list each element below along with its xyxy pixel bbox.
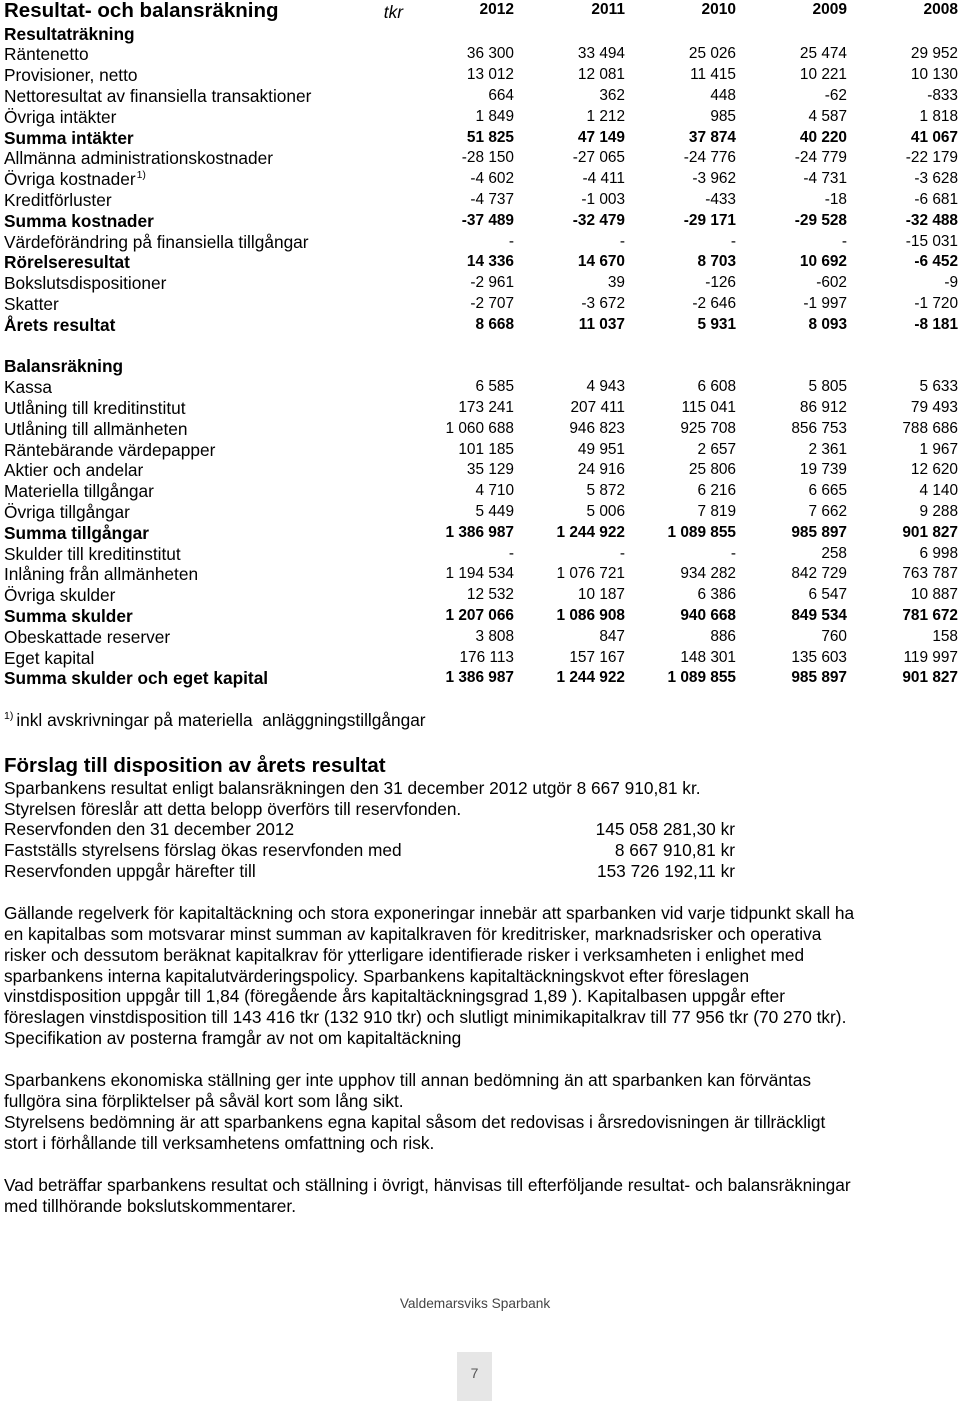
row-label-cell (4, 627, 403, 648)
value-2008: -9 (944, 274, 958, 292)
value-2012: 4 710 (475, 482, 514, 500)
value-2010: 940 668 (680, 606, 736, 624)
value-2012: -2 961 (470, 274, 514, 292)
paragraph-line: sparbankens interna kapitalutvärderingspolicy. Sparbankens kapitaltäckningskvot efter föreslagen (4, 965, 750, 986)
row-label-cell (4, 128, 403, 149)
paragraph-line: en kapitalbas som motsvarar minst summan av kapitalkraven för kreditrisker, marknadsrisker och operativa (4, 924, 822, 945)
value-2008: 12 620 (910, 461, 958, 479)
row-label: Provisioner, netto (4, 65, 138, 86)
value-2009: 40 220 (799, 128, 847, 146)
value-2011: -4 411 (582, 170, 625, 188)
table-row (0, 585, 960, 606)
value-2010: 448 (710, 86, 736, 104)
value-2010: 5 931 (697, 315, 736, 333)
value-2011: 1 076 721 (556, 565, 625, 583)
value-2012: 664 (488, 86, 514, 104)
disposition-item-label: Reservfonden uppgår härefter till (4, 861, 256, 882)
table-title-cell (4, 0, 403, 24)
value-2009: 10 692 (799, 253, 847, 271)
value-2011: 157 167 (569, 648, 625, 666)
row-label-cell (4, 377, 403, 398)
value-2011: 847 (599, 627, 625, 645)
value-2012: 101 185 (458, 440, 514, 458)
table-row (0, 169, 960, 190)
paragraph-line: fullgöra sina förpliktelser på såväl kort som lång sikt. (4, 1091, 404, 1112)
table-row (0, 440, 960, 461)
disposition-item (0, 819, 735, 840)
value-2009: 985 897 (791, 669, 847, 687)
value-2008: 10 130 (910, 66, 958, 84)
paragraph-line: Sparbankens ekonomiska ställning ger inte upphov till annan bedömning än att sparbanken kan förväntas (4, 1070, 811, 1091)
paragraph-line: med tillhörande bokslutskommentarer. (4, 1195, 297, 1216)
year-header-2009: 2009 (812, 1, 847, 18)
value-2012: 6 585 (475, 378, 514, 396)
row-label: Räntenetto (4, 44, 89, 65)
table-row (0, 502, 960, 523)
row-label: Utlåning till kreditinstitut (4, 397, 186, 418)
row-label: Summa skulder (4, 605, 133, 626)
value-2009: 5 805 (808, 378, 847, 396)
value-2011: -32 479 (572, 211, 625, 229)
value-2010: 1 089 855 (667, 523, 736, 541)
value-2012: 51 825 (466, 128, 514, 146)
value-2008: 41 067 (910, 128, 958, 146)
value-2008: 4 140 (919, 482, 958, 500)
value-2011: 946 823 (569, 419, 625, 437)
paragraph-line: stort i förhållande till verksamhetens omfattning och risk. (4, 1132, 435, 1153)
value-2012: - (508, 232, 514, 250)
table-row (0, 44, 960, 65)
value-2009: - (841, 232, 847, 250)
row-label: Övriga tillgångar (4, 501, 130, 522)
value-2012: 5 449 (475, 502, 514, 520)
value-2010: 2 657 (697, 440, 736, 458)
disposition-item (0, 840, 735, 861)
row-label-cell (4, 460, 403, 481)
row-label: Nettoresultat av finansiella transaktioner (4, 85, 312, 106)
disposition-intro-line: Styrelsen föreslår att detta belopp överförs till reservfonden. (4, 798, 462, 819)
page-number-box (457, 1352, 492, 1401)
row-label: Eget kapital (4, 647, 95, 668)
value-2008: -1 720 (914, 294, 958, 312)
row-label: Övriga skulder (4, 585, 116, 606)
row-label-cell (4, 190, 403, 211)
value-2010: -2 646 (692, 294, 736, 312)
value-2008: 1 818 (919, 107, 958, 125)
value-2010: -126 (705, 274, 736, 292)
summary-row (0, 128, 960, 149)
value-2010: 6 216 (697, 482, 736, 500)
value-2009: 25 474 (799, 45, 847, 63)
row-label: Inlåning från allmänheten (4, 564, 199, 585)
value-2009: -62 (824, 86, 847, 104)
value-2011: -1 003 (581, 190, 625, 208)
value-2010: 11 415 (690, 66, 736, 84)
value-2012: -2 707 (470, 294, 514, 312)
value-2010: 115 041 (681, 398, 736, 416)
value-2012: 35 129 (466, 461, 514, 479)
row-label: Materiella tillgångar (4, 481, 154, 502)
value-2010: 25 806 (688, 461, 736, 479)
disposition-item-amount: 8 667 910,81 kr (614, 840, 735, 861)
value-2012: 1 060 688 (445, 419, 514, 437)
value-2012: 36 300 (466, 45, 514, 63)
row-label: Bokslutsdispositioner (4, 273, 167, 294)
value-2011: 10 187 (577, 586, 625, 604)
value-2009: 760 (821, 627, 847, 645)
row-label-cell (4, 315, 403, 336)
value-2008: -833 (927, 86, 958, 104)
row-label: Utlåning till allmänheten (4, 418, 188, 439)
value-2010: 6 386 (697, 586, 736, 604)
table-row (0, 460, 960, 481)
value-2009: 849 534 (791, 606, 847, 624)
row-label-cell (4, 211, 403, 232)
value-2011: - (619, 544, 625, 562)
year-header-2012: 2012 (479, 1, 514, 18)
value-2009: -18 (824, 190, 847, 208)
value-2010: -24 776 (683, 149, 736, 167)
section-balance-sheet (0, 356, 960, 689)
table-row (0, 627, 960, 648)
summary-row (0, 211, 960, 232)
value-2010: -29 171 (683, 211, 736, 229)
value-2009: 258 (821, 544, 847, 562)
row-label-cell (4, 398, 403, 419)
footnote-mark: 1) (4, 710, 14, 723)
value-2009: 86 912 (799, 398, 847, 416)
value-2011: 24 916 (577, 461, 625, 479)
disposition-item-amount: 153 726 192,11 kr (596, 861, 735, 882)
value-2009: 6 665 (808, 482, 847, 500)
paragraph (0, 903, 960, 1049)
value-2008: 79 493 (910, 398, 958, 416)
value-2010: - (730, 232, 736, 250)
value-2011: 4 943 (586, 378, 625, 396)
value-2009: 8 093 (808, 315, 847, 333)
row-label: Obeskattade reserver (4, 626, 171, 647)
value-2008: 158 (932, 627, 958, 645)
paragraph (0, 1175, 960, 1217)
paragraph (0, 1070, 960, 1153)
disposition-item (0, 861, 735, 882)
paragraph-line: Specifikation av posterna framgår av not om kapitaltäckning (4, 1028, 462, 1049)
value-2011: 1 212 (586, 107, 625, 125)
value-2011: 207 411 (570, 398, 625, 416)
value-2008: -32 488 (905, 211, 958, 229)
value-2009: -24 779 (794, 149, 847, 167)
section-heading-row (0, 356, 960, 377)
value-2011: 49 951 (577, 440, 625, 458)
row-label: Summa kostnader (4, 210, 154, 231)
value-2012: 173 241 (458, 398, 514, 416)
summary-row (0, 315, 960, 336)
value-2010: - (730, 544, 736, 562)
value-2011: 39 (607, 274, 625, 292)
table-row (0, 86, 960, 107)
row-label-cell (4, 107, 403, 128)
value-2009: -29 528 (794, 211, 847, 229)
value-2011: 5 872 (586, 482, 625, 500)
table-row (0, 564, 960, 585)
value-2011: -27 065 (572, 149, 625, 167)
table-row (0, 398, 960, 419)
table-row (0, 544, 960, 565)
section-income-statement (0, 24, 960, 336)
value-2010: 925 708 (680, 419, 736, 437)
row-label: Räntebärande värdepapper (4, 439, 216, 460)
financial-table (0, 24, 960, 690)
value-2011: 362 (599, 86, 625, 104)
value-2008: 29 952 (910, 45, 958, 63)
value-2011: 47 149 (577, 128, 625, 146)
value-2008: -8 181 (914, 315, 958, 333)
value-2009: 6 547 (808, 586, 847, 604)
table-row (0, 481, 960, 502)
value-2011: 33 494 (577, 45, 625, 63)
row-label: Summa tillgångar (4, 522, 150, 543)
value-2009: -1 997 (803, 294, 847, 312)
paragraph-line: risker och dessutom beräknat kapitalkrav för ytterligare identifierade risker i verksamheten i enlighet med (4, 944, 805, 965)
page-title: Resultat- och balansräkning (4, 0, 279, 22)
value-2009: 10 221 (799, 66, 847, 84)
row-label-cell (4, 232, 403, 253)
value-2008: 901 827 (902, 523, 958, 541)
value-2008: -15 031 (905, 232, 958, 250)
year-header-2011: 2011 (591, 1, 625, 18)
value-2008: 781 672 (902, 606, 958, 624)
table-row (0, 273, 960, 294)
row-label-cell (4, 44, 403, 65)
footnote (0, 710, 960, 731)
value-2010: 148 301 (680, 648, 736, 666)
disposition-heading: Förslag till disposition av årets resultat (4, 753, 386, 777)
row-label-cell (4, 169, 403, 190)
value-2011: - (619, 232, 625, 250)
value-2012: -4 602 (470, 170, 514, 188)
value-2008: -6 681 (914, 190, 958, 208)
table-row (0, 648, 960, 669)
table-row (0, 148, 960, 169)
table-row (0, 107, 960, 128)
table-row (0, 377, 960, 398)
section-heading: Balansräkning (4, 356, 124, 377)
footnote-text: inkl avskrivningar på materiella anläggningstillgångar (16, 710, 426, 731)
value-2012: 1 194 534 (445, 565, 514, 583)
value-2012: 13 012 (466, 66, 514, 84)
row-label-cell (4, 564, 403, 585)
row-label-cell (4, 252, 403, 273)
table-row (0, 419, 960, 440)
body-text (0, 903, 960, 1216)
value-2008: 5 633 (919, 378, 958, 396)
value-2011: 14 670 (577, 253, 625, 271)
paragraph-line: Gällande regelverk för kapitaltäckning och stora exponeringar innebär att sparbanken vid varje tidpunkt skall ha (4, 903, 855, 924)
value-2011: 5 006 (586, 502, 625, 520)
value-2008: 119 997 (903, 648, 958, 666)
value-2010: 25 026 (688, 45, 736, 63)
value-2012: 1 207 066 (445, 606, 514, 624)
summary-row (0, 523, 960, 544)
disposition-item-label: Fastställs styrelsens förslag ökas reservfonden med (4, 840, 402, 861)
value-2012: 1 849 (475, 107, 514, 125)
value-2010: 37 874 (688, 128, 736, 146)
row-label-cell (4, 648, 403, 669)
row-label-cell (4, 86, 403, 107)
value-2008: 1 967 (919, 440, 958, 458)
summary-row (0, 252, 960, 273)
page-number: 7 (470, 1365, 479, 1381)
value-2010: 886 (710, 627, 736, 645)
value-2008: 763 787 (902, 565, 958, 583)
row-label-cell (4, 502, 403, 523)
table-row (0, 65, 960, 86)
value-2008: 788 686 (902, 419, 958, 437)
row-label-cell (4, 294, 403, 315)
value-2011: 1 244 922 (556, 669, 625, 687)
value-2012: 1 386 987 (445, 669, 514, 687)
value-2008: 901 827 (902, 669, 958, 687)
row-label-cell (4, 65, 403, 86)
summary-row (0, 668, 960, 689)
value-2012: -28 150 (461, 149, 514, 167)
row-label-cell (4, 273, 403, 294)
value-2011: 1 244 922 (556, 523, 625, 541)
value-2010: 934 282 (680, 565, 736, 583)
value-2008: -6 452 (914, 253, 958, 271)
table-row (0, 190, 960, 211)
value-2008: -22 179 (905, 149, 958, 167)
row-label: Allmänna administrationskostnader (4, 148, 273, 169)
value-2010: 985 (710, 107, 736, 125)
table-header (0, 0, 960, 24)
value-2009: 4 587 (808, 107, 847, 125)
row-label: Summa intäkter (4, 127, 134, 148)
row-label: Kassa (4, 377, 53, 398)
table-row (0, 294, 960, 315)
value-2009: 135 603 (791, 648, 847, 666)
footer-bank-name: Valdemarsviks Sparbank (399, 1296, 551, 1311)
disposition-intro-line: Sparbankens resultat enligt balansräkningen den 31 december 2012 utgör 8 667 910,81 kr. (4, 777, 701, 798)
value-2008: 9 288 (919, 502, 958, 520)
unit-label: tkr (383, 2, 403, 22)
row-label: Värdeförändring på finansiella tillgångar (4, 231, 309, 252)
value-2010: 7 819 (697, 502, 736, 520)
value-2009: 985 897 (791, 523, 847, 541)
value-2010: -433 (705, 190, 736, 208)
value-2009: -4 731 (803, 170, 847, 188)
section-heading-row (0, 24, 960, 45)
row-label-cell (4, 585, 403, 606)
row-label: Rörelseresultat (4, 252, 130, 273)
value-2009: -602 (816, 274, 847, 292)
value-2011: 1 086 908 (556, 606, 625, 624)
row-label: Summa skulder och eget kapital (4, 668, 269, 689)
row-label: Aktier och andelar (4, 460, 144, 481)
year-header-2010: 2010 (701, 1, 736, 18)
value-2009: 2 361 (808, 440, 847, 458)
value-2008: -3 628 (914, 170, 958, 188)
row-label-cell (4, 668, 403, 689)
row-label-cell (4, 148, 403, 169)
value-2009: 7 662 (808, 502, 847, 520)
row-label-cell (4, 606, 403, 627)
paragraph-line: Vad beträffar sparbankens resultat och ställning i övrigt, hänvisas till efterföljande resultat- och balansräkningar (4, 1174, 851, 1195)
value-2012: 8 668 (475, 315, 514, 333)
row-label: Skatter (4, 293, 59, 314)
table-row (0, 232, 960, 253)
value-2010: 8 703 (697, 253, 736, 271)
year-header-2008: 2008 (923, 1, 958, 18)
value-2011: -3 672 (581, 294, 625, 312)
value-2012: 176 113 (459, 648, 514, 666)
value-2011: 11 037 (578, 315, 625, 333)
row-label-cell (4, 544, 403, 565)
row-label: Årets resultat (4, 314, 116, 335)
value-2012: 1 386 987 (445, 523, 514, 541)
footnote-reference: 1) (136, 169, 146, 182)
value-2008: 6 998 (919, 544, 958, 562)
section-heading: Resultaträkning (4, 23, 135, 44)
disposition-item-label: Reservfonden den 31 december 2012 (4, 819, 295, 840)
row-label: Kreditförluster (4, 189, 112, 210)
value-2008: 10 887 (910, 586, 958, 604)
value-2012: 14 336 (466, 253, 514, 271)
paragraph-line: vinstdisposition uppgår till 1,84 (föregående års kapitaltäckningsgrad 1,89 ). Kapitalbasen uppgår efter (4, 986, 786, 1007)
value-2009: 842 729 (791, 565, 847, 583)
value-2012: -37 489 (461, 211, 514, 229)
value-2011: 12 081 (577, 66, 625, 84)
row-label-cell (4, 440, 403, 461)
value-2012: 12 532 (466, 586, 514, 604)
row-label: Övriga kostnader (4, 169, 136, 190)
value-2010: 6 608 (697, 378, 736, 396)
row-label: Övriga intäkter (4, 106, 117, 127)
disposition-item-amount: 145 058 281,30 kr (595, 819, 735, 840)
value-2009: 856 753 (791, 419, 847, 437)
row-label-cell (4, 523, 403, 544)
row-label-cell (4, 419, 403, 440)
row-label: Skulder till kreditinstitut (4, 543, 181, 564)
value-2010: 1 089 855 (667, 669, 736, 687)
row-label-cell (4, 481, 403, 502)
summary-row (0, 606, 960, 627)
value-2012: - (508, 544, 514, 562)
value-2010: -3 962 (692, 170, 736, 188)
value-2009: 19 739 (799, 461, 847, 479)
paragraph-line: föreslagen vinstdisposition till 143 416 tkr (132 910 tkr) och slutligt minimikapitalkrav till 77 956 tkr (70 270 tkr). (4, 1007, 847, 1028)
value-2012: -4 737 (470, 190, 514, 208)
value-2012: 3 808 (475, 627, 514, 645)
paragraph-line: Styrelsens bedömning är att sparbankens egna kapital såsom det redovisas i årsredovisningen är tillräckligt (4, 1111, 826, 1132)
